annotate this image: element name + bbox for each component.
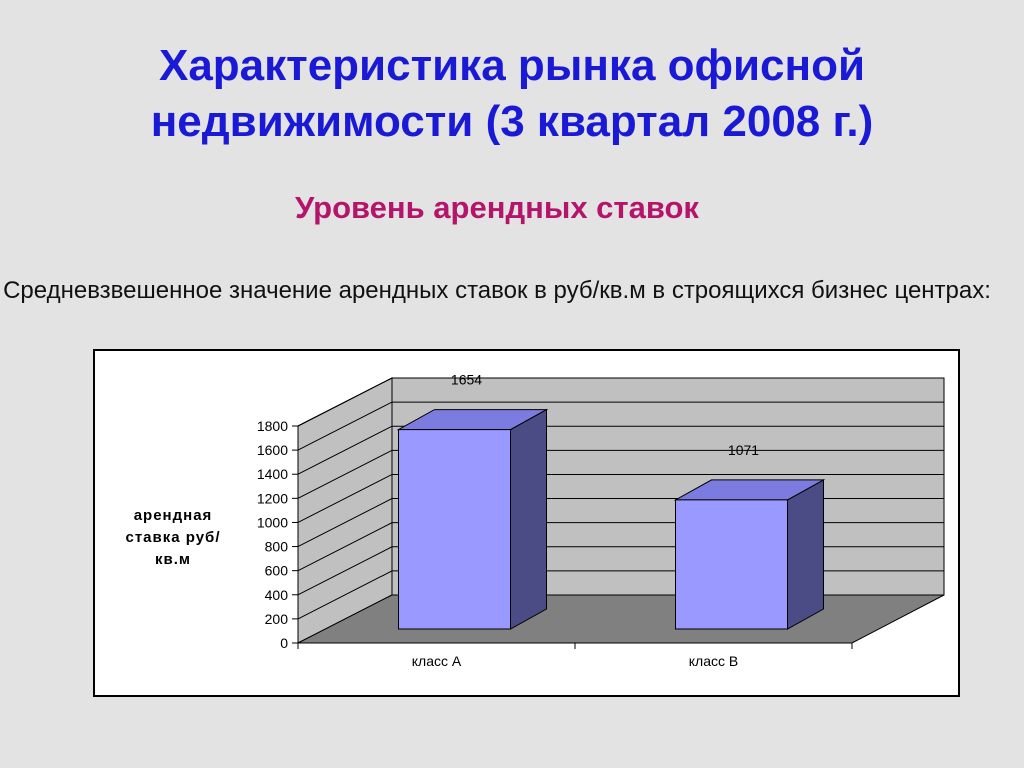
slide-title: Характеристика рынка офисной недвижимости (3 квартал 2008 г.) — [150, 41, 874, 146]
bar-side — [511, 410, 547, 629]
x-tick-label: класс А — [411, 653, 462, 669]
y-tick-label: 200 — [264, 610, 288, 627]
y-tick-label: 1800 — [256, 418, 288, 434]
y-tick-label: 1600 — [256, 442, 288, 459]
bar-side — [788, 480, 824, 629]
y-tick-label: 1000 — [256, 514, 288, 531]
y-tick-label: 800 — [264, 538, 288, 555]
y-axis-label: арендная ставка руб/кв.м — [125, 507, 221, 568]
data-label: 1071 — [727, 441, 760, 458]
slide-subtitle: Уровень арендных ставок — [295, 190, 699, 225]
y-tick-label: 600 — [264, 562, 288, 579]
data-label: 1654 — [450, 371, 483, 388]
x-tick-label: класс В — [688, 653, 739, 669]
y-tick-label: 1400 — [256, 466, 288, 483]
y-tick-label: 1200 — [256, 490, 288, 507]
bar — [676, 500, 788, 629]
y-tick-label: 400 — [264, 586, 288, 603]
y-tick-label: 0 — [280, 635, 288, 651]
chart-caption: Средневзвешенное значение арендных ставок в руб/кв.м в строящихся бизнес центрах: — [3, 277, 991, 304]
chart-floor — [298, 595, 944, 643]
bar — [399, 430, 511, 629]
